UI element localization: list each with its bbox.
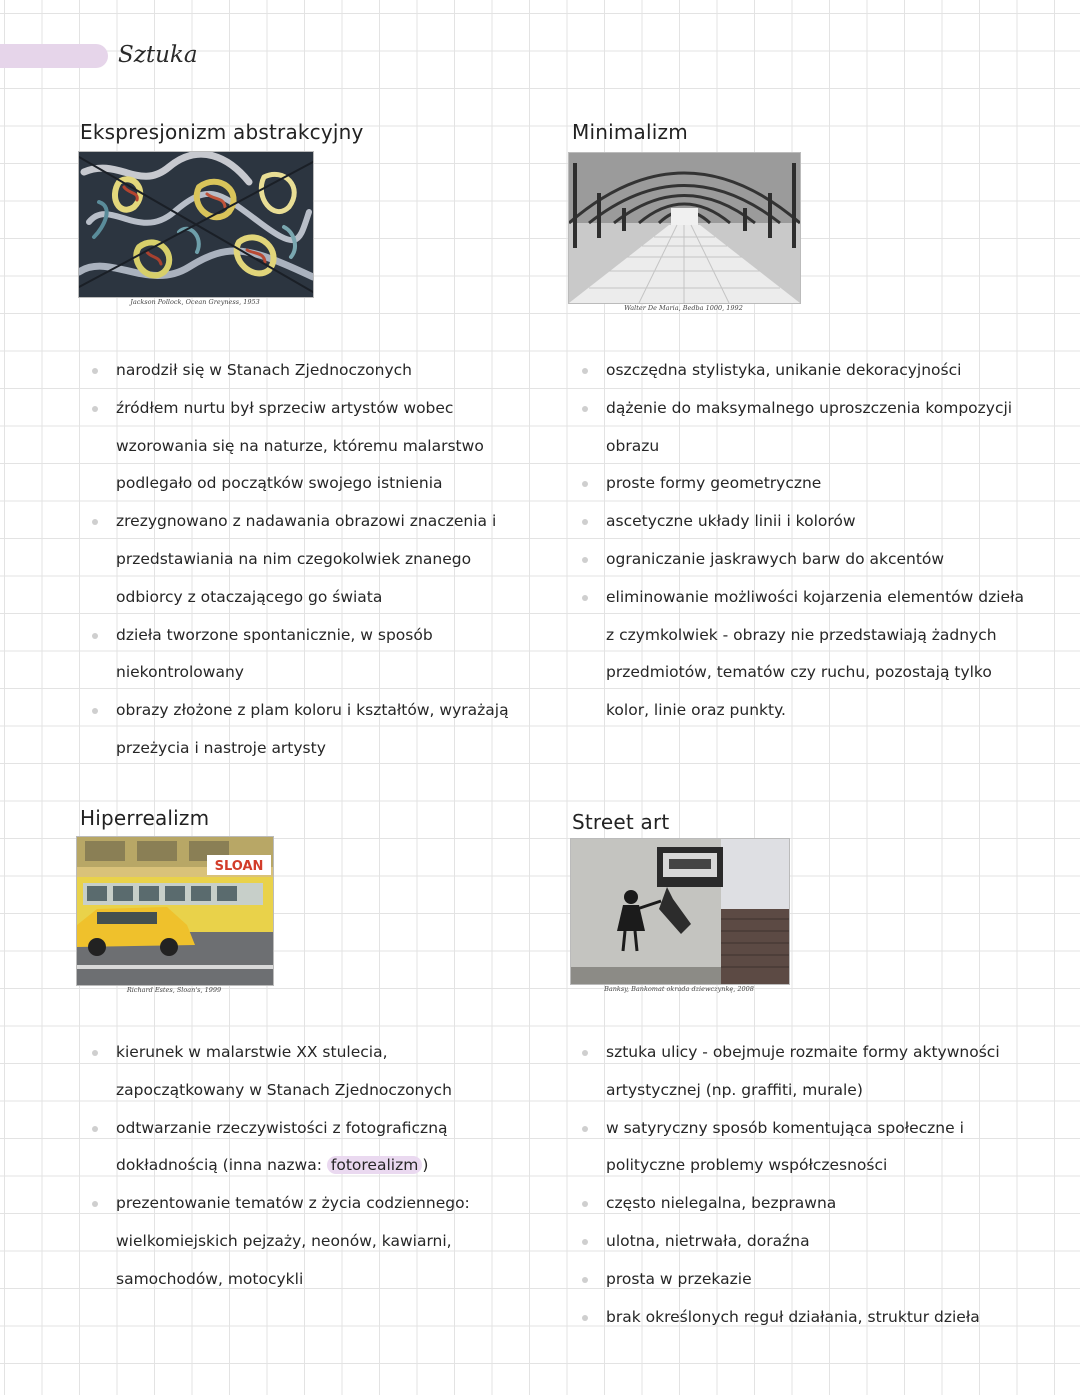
list-item: zrezygnowano z nadawania obrazowi znaczenia i przedstawiania na nim czegokolwiek znanego odbiorcy z otaczającego go świata — [92, 503, 512, 616]
list-item-text: odtwarzanie rzeczywistości z fotograficzną dokładnością (inna nazwa: — [116, 1118, 448, 1175]
list-item: dzieła tworzone spontanicznie, w sposób niekontrolowany — [92, 617, 512, 693]
caption-hyperrealism: Richard Estes, Sloan's, 1999 — [126, 986, 222, 994]
section-title-expressionism: Ekspresjonizm abstrakcyjny — [80, 120, 364, 144]
section-title-streetart: Street art — [572, 810, 670, 834]
caption-streetart: Banksy, Bankomat okrada dziewczynkę, 2008 — [604, 985, 754, 993]
list-hyperrealism — [92, 1034, 512, 1299]
list-item: prezentowanie tematów z życia codziennego: wielkomiejskich pejzaży, neonów, kawiarni, samochodów, motocykli — [92, 1185, 512, 1298]
list-item: eliminowanie możliwości kojarzenia elementów dzieła z czymkolwiek - obrazy nie przedstawiają żadnych przedmiotów, tematów czy ruchu, pozostają tylko kolor, linie oraz punkty. — [582, 579, 1032, 730]
streetart-photo — [570, 838, 790, 985]
list-item: proste formy geometryczne — [582, 465, 1032, 503]
list-item: sztuka ulicy - obejmuje rozmaite formy aktywności artystycznej (np. graffiti, murale) — [582, 1034, 1042, 1110]
list-item: dążenie do maksymalnego uproszczenia kompozycji obrazu — [582, 390, 1032, 466]
list-item: często nielegalna, bezprawna — [582, 1185, 1042, 1223]
highlight-fotorealizm: fotorealizm — [327, 1156, 422, 1174]
caption-expressionism: Jackson Pollock, Ocean Greyness, 1953 — [130, 298, 260, 306]
list-item: źródłem nurtu był sprzeciw artystów wobec wzorowania się na naturze, któremu malarstwo podlegało od początków swojego istnienia — [92, 390, 512, 503]
list-item-text-end: ) — [422, 1156, 429, 1175]
list-item: obrazy złożone z plam koloru i kształtów, wyrażają przeżycia i nastroje artysty — [92, 692, 512, 768]
list-minimalism — [582, 352, 1032, 730]
list-streetart — [582, 1034, 1042, 1336]
list-item: kierunek w malarstwie XX stulecia, zapoczątkowany w Stanach Zjednoczonych — [92, 1034, 512, 1110]
list-item: ograniczanie jaskrawych barw do akcentów — [582, 541, 1032, 579]
list-item — [92, 1110, 512, 1186]
list-item: narodził się w Stanach Zjednoczonych — [92, 352, 512, 390]
list-item: prosta w przekazie — [582, 1261, 1042, 1299]
minimalism-photo — [568, 152, 801, 304]
list-item: oszczędna stylistyka, unikanie dekoracyjności — [582, 352, 1032, 390]
title-highlight — [0, 44, 108, 68]
list-expressionism — [92, 352, 512, 768]
page-title: Sztuka — [118, 42, 198, 68]
section-title-hyperrealism: Hiperrealizm — [80, 806, 210, 830]
hyperrealism-painting — [76, 836, 274, 986]
sloan-sign: SLOAN — [214, 859, 264, 874]
list-item: w satyryczny sposób komentująca społeczne i polityczne problemy współczesności — [582, 1110, 1042, 1186]
list-item: ulotna, nietrwała, doraźna — [582, 1223, 1042, 1261]
list-item: ascetyczne układy linii i kolorów — [582, 503, 1032, 541]
list-item: brak określonych reguł działania, struktur dzieła — [582, 1299, 1042, 1337]
caption-minimalism: Walter De Maria, Bedba 1000, 1992 — [624, 304, 743, 312]
section-title-minimalism: Minimalizm — [572, 120, 688, 144]
pollock-painting — [78, 151, 314, 298]
